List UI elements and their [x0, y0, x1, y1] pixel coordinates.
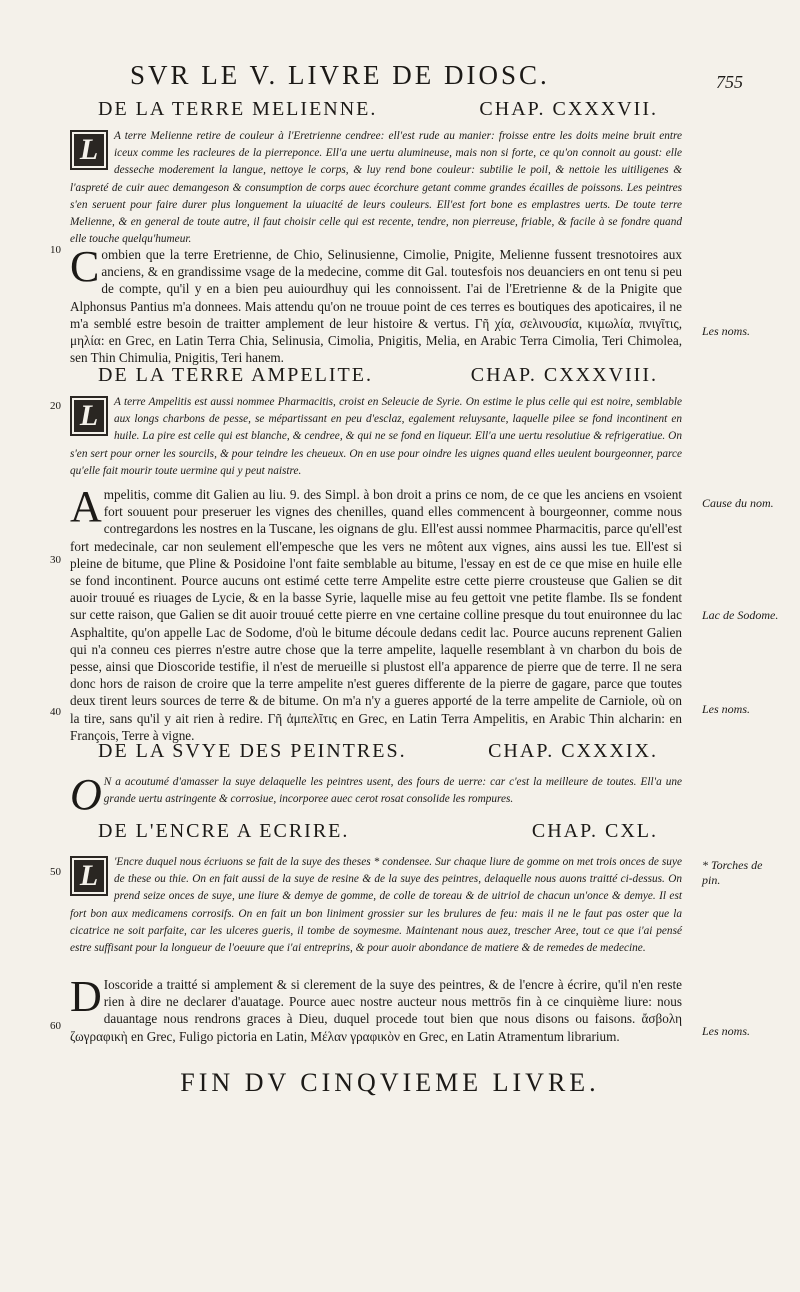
commentary	[70, 482, 682, 744]
initial-letter: O	[70, 770, 102, 819]
commentary	[70, 972, 682, 1045]
margin-note: Les noms.	[702, 1024, 751, 1038]
chapter-heading	[98, 98, 658, 124]
margin-note: Cause du nom.	[702, 496, 774, 510]
summary-text: A terre Ampelitis est aussi nommee Pharmacitis, croist en Seleucie de Syrie. On estime le plus celle qui est noire, semblable aux longs charbons de pesse, se mépartissant en peu d'esclaz, egalement reluysante, laquelle pilee se fond incontinent en huile. La pire est celle qui est blanche, & cendree, & qui ne se fond en liqueur. Ell'a une uertu resolutiue & refrigeratiue. On s'en sert pour orner les sourcils, & pour teindre les cheueux. On en use pour oindre les uignes quand elles ueulent bourgeonner, parce qu'elle fait mourir toute uermine qui y peut naistre.	[70, 396, 682, 477]
chapter-number: CHAP. CXXXVIII.	[470, 364, 658, 386]
line-number: 40	[50, 706, 61, 718]
chapter-title: DE LA TERRE AMPELITE.	[98, 364, 373, 386]
margin-note: Lac de Sodome.	[702, 608, 779, 622]
initial-letter: D	[70, 972, 102, 1021]
chapter-summary	[70, 854, 682, 957]
chapter-heading	[98, 820, 658, 846]
chapter-title: DE LA TERRE MELIENNE.	[98, 98, 378, 120]
initial-letter: C	[70, 242, 100, 291]
line-number: 50	[50, 866, 61, 878]
colophon: FIN DV CINQVIEME LIVRE.	[180, 1068, 600, 1097]
initial-letter: A	[70, 482, 102, 531]
summary-text: N a acoutumé d'amasser la suye delaquelle les peintres usent, des fours de uerre: car c'est la meilleure de toutes. Ell'a une grande uertu astringente & corrosiue, incorporee auec cerot rosat consolide les rompures.	[103, 776, 682, 806]
commentary-text: mpelitis, comme dit Galien au liu. 9. des Simpl. à bon droit a prins ce nom, de ce que les anciens en vsoient fort souuent pour preseruer les vignes des chenilles, quand elles commencent à bourgeonner, comme nous contregardons les nostres en la Tuscane, les oignans de glu. Ell'est aussi nommee Pharmacitis, parce qu'ell'est fort medecinale, car non seulement ell'empesche que les vers ne môtent aux vignes, ains aussi les tue. Ell'est si pleine de bitume, que Pline & Posidoine l'ont faite semblable au bitume, l'essay en est de ce que mise en huile elle se fond incontinent. Pource aucuns ont estimé cette terre Ampelite estre cette pierre crousteuse que Galien se dit auoir trouué es riuages de Lycie, & en la basse Syrie, laquelle mise au feu gettoit vne petite flambe. Ils se fondent sur cette raison, que Galien se dit auoir trouué cette pierre en vne certaine colline presque du tout enuironnee du lac Asphaltite, qu'on appelle Lac de Sodome, d'où le bitume découle dedans cedit lac. Pource aucuns reprenent Galien qui n'a conneu ces pierres n'estre autre chose que la terre ampelite, laquelle resemblant à vn charbon du bois de pesse, ainsi que Dioscoride testifie, il n'est de merueille si plustost ell'a apparence de pierre que de terre. Il ne sera donc hors de raison de croire que la terre ampelite n'est gueres differente de la pierre de gagare, parce que toutes deux tirent leurs sources de terre & de bitume. On m'a n'y a gueres apporté de la terre ampelite de Carniole, où on la tire, sans qu'il y ait rien à redire. Γῆ ἀμπελῖτις en Grec, en Latin Terra Ampelitis, en Arabic Thin alcharin: en François, Terre à vigne.	[70, 487, 682, 743]
commentary-text: ombien que la terre Eretrienne, de Chio, Selinusienne, Cimolie, Pnigite, Melienne fussent tresnotoires aux anciens, & en grandissime vsage de la medecine, comme dit Gal. toutesfois nos deuanciers en ont tenu si peu de compte, qu'il y en a bien peu auiourdhuy qui les connoissent. I'ai de l'Eretrienne & de la Pnigite que Alphonsus Pantius m'a donnees. Mais attendu qu'on ne trouue point de ces terres es boutiques des apoticaires, il ne m'a semblé estre besoin de traitter amplement de leur histoire & vertus. Γῆ χία, σελινουσία, κιμωλία, πνιγῖτις, μηλία: en Grec, en Latin Terra Chia, Selinusia, Cimolia, Pnigitis, Melia, en Arabic Terra Cimolia, Teri Chimolea, sen Thin Chimulia, Pnigitis, Teri hanem.	[70, 247, 682, 366]
margin-note: Les noms.	[702, 324, 751, 338]
chapter-heading	[98, 364, 658, 390]
chapter-number: CHAP. CXXXVII.	[479, 98, 658, 120]
chapter-number: CHAP. CXL.	[531, 820, 658, 842]
ornamental-initial: L	[70, 130, 108, 170]
chapter-title: DE L'ENCRE A ECRIRE.	[98, 820, 350, 842]
chapter-summary	[70, 770, 682, 819]
line-number: 20	[50, 400, 61, 412]
chapter-heading	[98, 740, 658, 766]
ornamental-initial: L	[70, 396, 108, 436]
commentary	[70, 242, 682, 366]
summary-text: 'Encre duquel nous écriuons se fait de la suye des theses * condensee. Sur chaque liure de gomme on met trois onces de suye de these ou thie. On en fait aussi de la suye de resine & de la suye des peintres, delaquelle nous auons traitté ci-dessus. On prend seize onces de suye, une liure & demye de gomme, de colle de toreau & de uitriol de chacun un'once & demye. Il est fort bon aux medicamens corrosifs. On en fait un bon liniment grossier sur les brulures de feu: mais il ne le faut pas oster que la cicatrice ne soit parfaite, car les ulceres gueris, il tombe de soymesme. Maintenant nous auez, trescher Aree, tout ce que i'ai pensé estre suffisant pour la longueur de l'oeuure que i'ai entreprins, & pour auoir abondance de matiere & de remedes de medecine.	[70, 856, 682, 955]
chapter-summary	[70, 394, 682, 480]
chapter-number: CHAP. CXXXIX.	[488, 740, 658, 762]
page-number: 755	[716, 72, 743, 92]
chapter-title: DE LA SVYE DES PEINTRES.	[98, 740, 407, 762]
running-head: SVR LE V. LIVRE DE DIOSC.	[130, 60, 550, 90]
margin-note: * Torches de pin.	[702, 858, 763, 887]
line-number: 10	[50, 244, 61, 256]
margin-note: Les noms.	[702, 702, 751, 716]
summary-text: A terre Melienne retire de couleur à l'Eretrienne cendree: ell'est rude au manier: froisse entre les doits meine bruit entre iceux comme les racleures de la pierreponce. Ell'a une uertu alumineuse, mais non si forte, ce qu'on connoit au goust: elle desseche moderement la langue, nettoye le corps, & luy rend bone couleur: subtilie le poil, & nettoie les uitiligenes & l'aspreté de cuir auec demangeson & consumption de corps auec écorchure getant comme grandes écailles de poissons. Les peintres s'en seruent pour faire durer plus longuement la uiuacité de leurs couleurs. Ell'est fort bone es emplastres uerts. De toute terre Melienne, & en general de toute autre, il faut choisir celle qui est recente, tendre, non pierreuse, friable, & facile à se fondre quand elle touche quelqu'humeur.	[70, 130, 682, 246]
line-number: 60	[50, 1020, 61, 1032]
chapter-summary	[70, 128, 682, 248]
commentary-text: Ioscoride a traitté si amplement & si clerement de la suye des peintres, & de l'encre à écrire, qu'il n'en reste rien à dire ne declarer d'auatage. Pource auec nostre aucteur nous mettrōs fin à ce cinquième liure: nous dauantage nous rendrons graces à Dieu, duquel procede tout bien que nous disons ou faisons. ἄσβολη ζωγραφικὴ en Grec, Fuligo pictoria en Latin, Μέλαν γραφικὸν en Grec, en Latin Atramentum librarium.	[70, 977, 682, 1044]
ornamental-initial: L	[70, 856, 108, 896]
line-number: 30	[50, 554, 61, 566]
